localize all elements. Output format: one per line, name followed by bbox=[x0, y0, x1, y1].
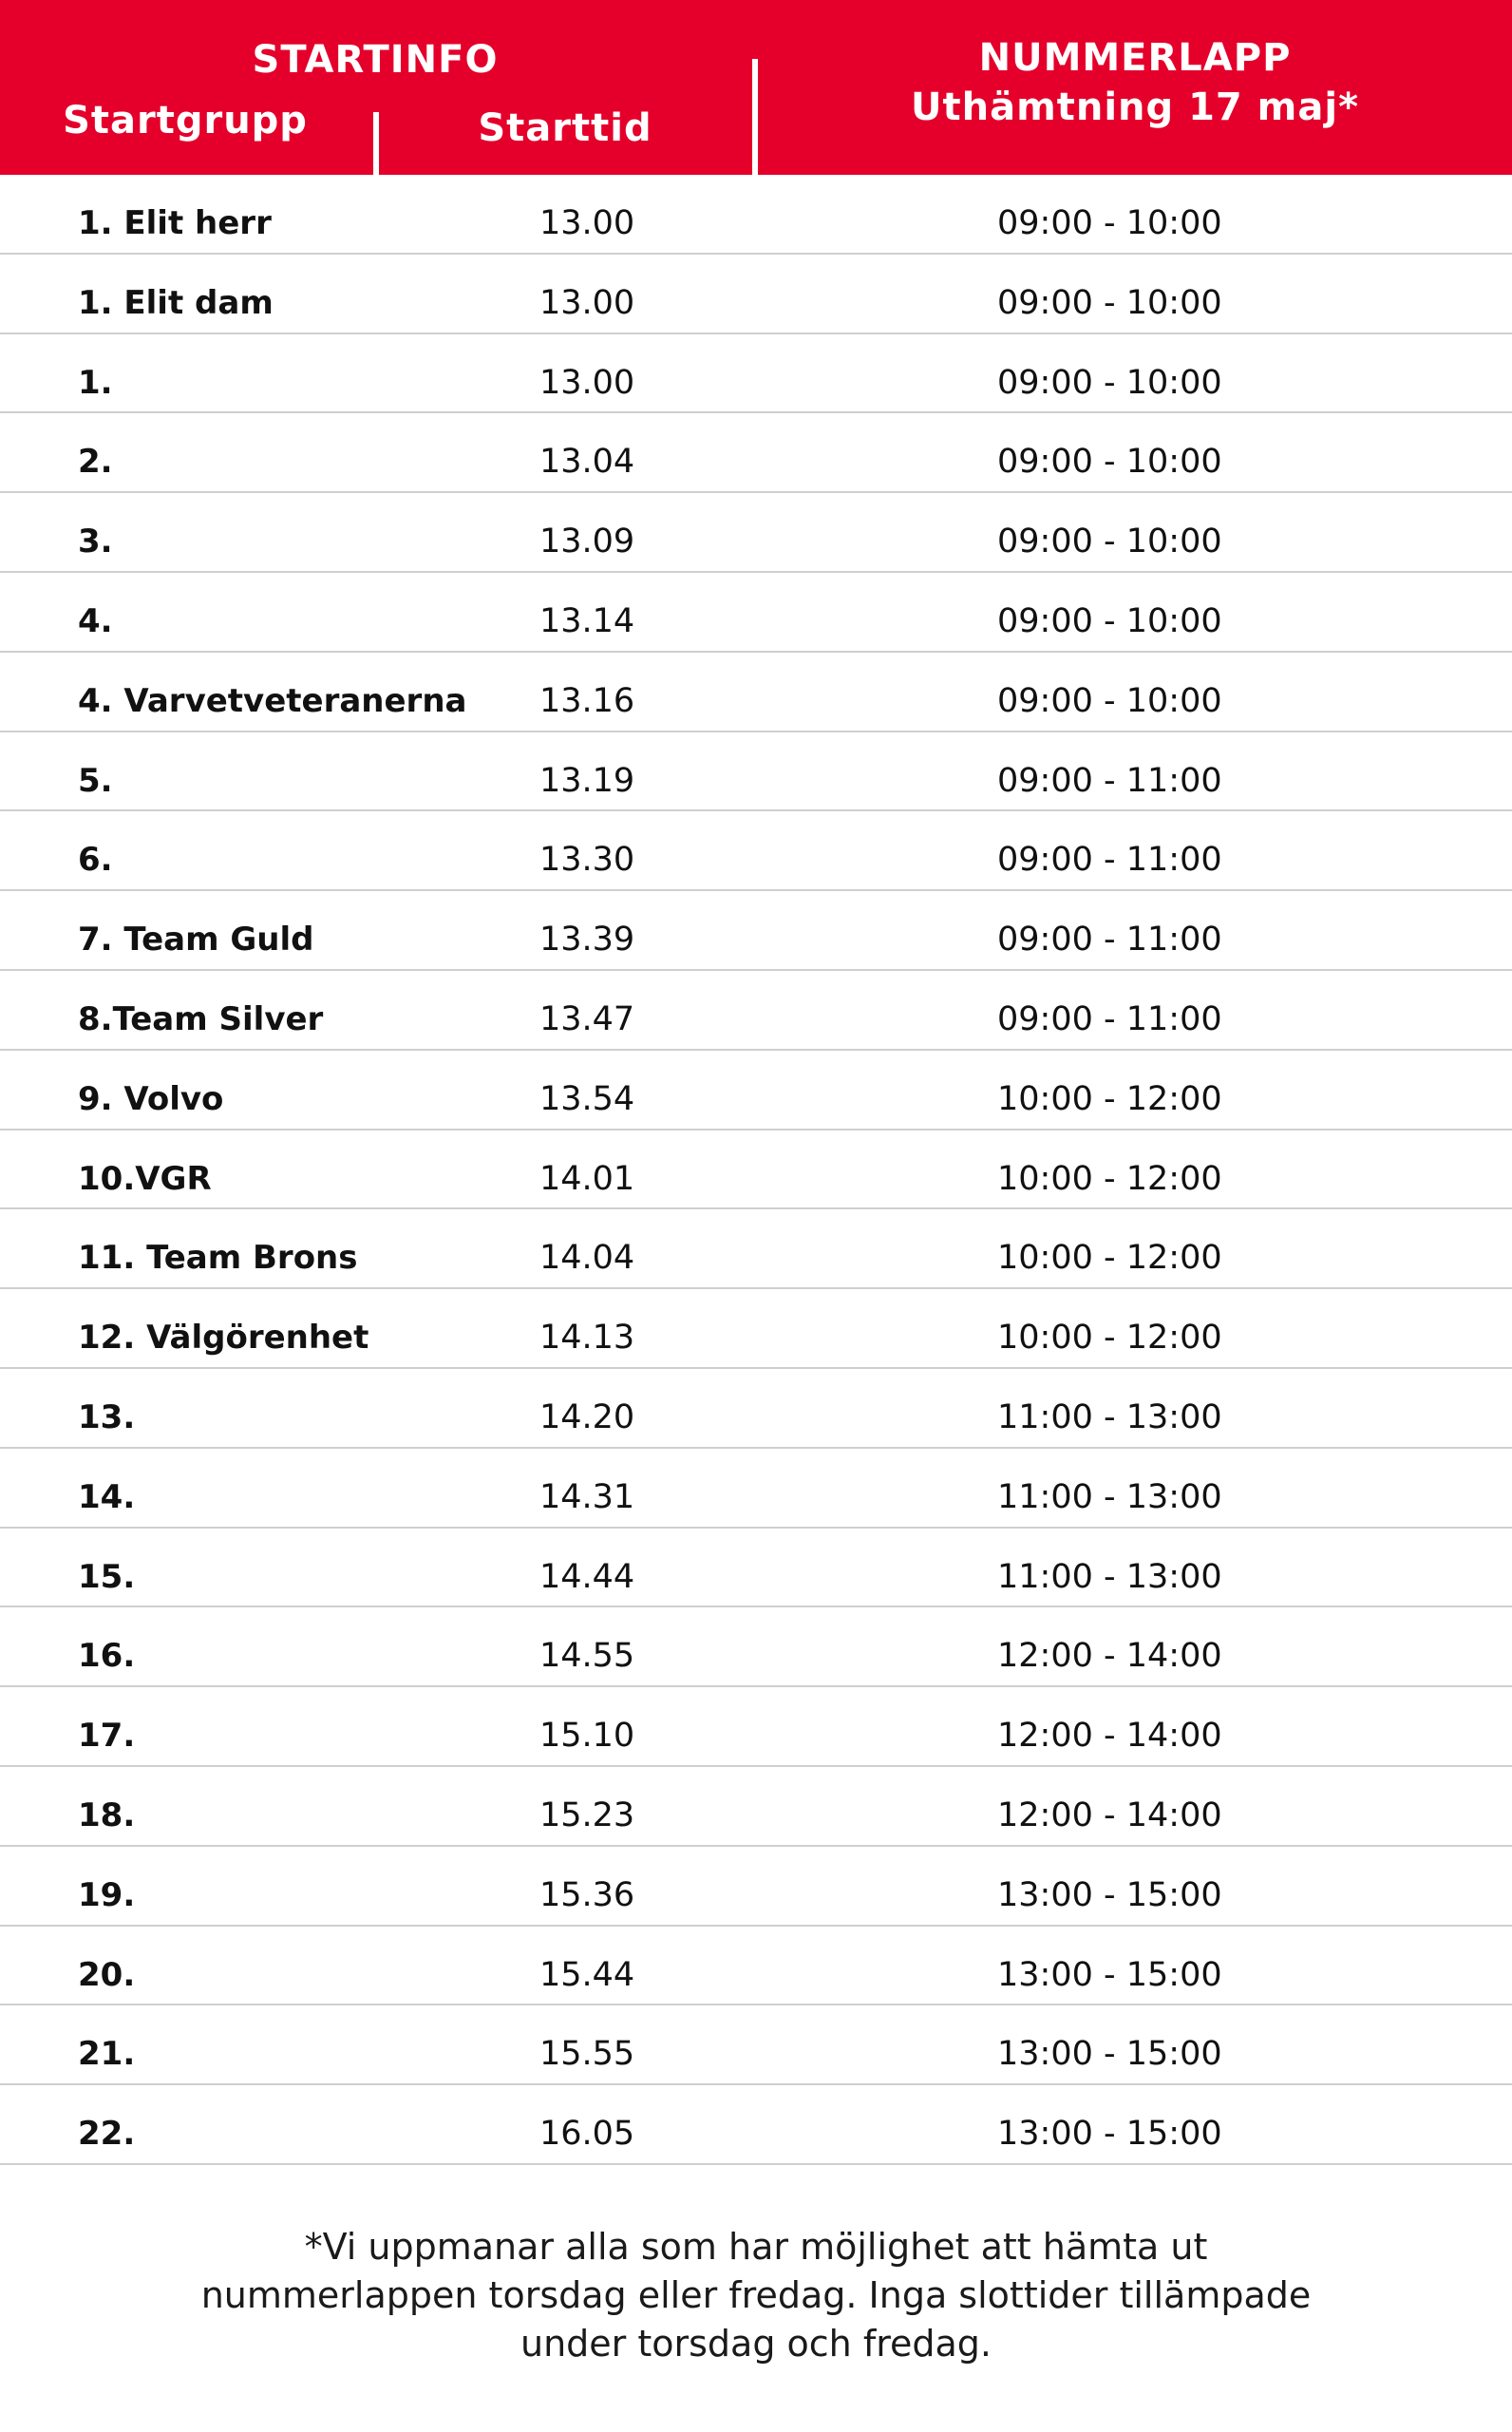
start-time-cell: 14.44 bbox=[539, 1557, 635, 1596]
start-time-cell: 14.13 bbox=[539, 1319, 635, 1358]
table-row bbox=[0, 653, 1512, 732]
start-time-cell: 13.47 bbox=[539, 999, 635, 1038]
start-group-cell: 20. bbox=[78, 1955, 136, 1994]
table-row bbox=[0, 1130, 1512, 1210]
start-group-cell: 5. bbox=[78, 761, 113, 800]
table-row bbox=[0, 1607, 1512, 1687]
pickup-time-cell: 09:00 - 10:00 bbox=[997, 443, 1222, 482]
start-time-cell: 15.36 bbox=[539, 1875, 635, 1914]
footnote-line: under torsdag och fredag. bbox=[520, 2323, 992, 2365]
pickup-time-cell: 09:00 - 10:00 bbox=[997, 522, 1222, 561]
table-row bbox=[0, 175, 1512, 255]
start-group-cell: 4. bbox=[78, 601, 113, 640]
table-row bbox=[0, 1687, 1512, 1767]
pickup-time-cell: 10:00 - 12:00 bbox=[997, 1079, 1222, 1118]
pickup-time-cell: 09:00 - 10:00 bbox=[997, 363, 1222, 402]
start-group-cell: 14. bbox=[78, 1477, 136, 1516]
start-time-cell: 13.54 bbox=[539, 1079, 635, 1118]
start-time-cell: 14.31 bbox=[539, 1477, 635, 1516]
pickup-time-cell: 13:00 - 15:00 bbox=[997, 2115, 1222, 2154]
table-row bbox=[0, 493, 1512, 573]
start-time-cell: 14.04 bbox=[539, 1239, 635, 1278]
start-time-cell: 13.00 bbox=[539, 363, 635, 402]
start-time-cell: 13.16 bbox=[539, 681, 635, 720]
start-time-cell: 13.39 bbox=[539, 921, 635, 960]
start-time-cell: 13.30 bbox=[539, 841, 635, 880]
start-group-cell: 2. bbox=[78, 443, 113, 482]
pickup-time-cell: 10:00 - 12:00 bbox=[997, 1239, 1222, 1278]
start-group-cell: 22. bbox=[78, 2115, 136, 2154]
table-row bbox=[0, 255, 1512, 334]
pickup-time-cell: 09:00 - 10:00 bbox=[997, 681, 1222, 720]
table-row bbox=[0, 1449, 1512, 1529]
table-row bbox=[0, 1369, 1512, 1449]
start-group-cell: 1. Elit dam bbox=[78, 283, 274, 322]
schedule-table bbox=[0, 175, 1512, 2165]
footnote bbox=[95, 2223, 1417, 2368]
start-time-cell: 15.55 bbox=[539, 2035, 635, 2074]
table-row bbox=[0, 732, 1512, 812]
table-row bbox=[0, 2085, 1512, 2165]
table-row bbox=[0, 971, 1512, 1051]
start-time-cell: 15.44 bbox=[539, 1955, 635, 1994]
start-group-cell: 19. bbox=[78, 1875, 136, 1914]
start-time-cell: 14.01 bbox=[539, 1159, 635, 1198]
start-group-cell: 8.Team Silver bbox=[78, 999, 324, 1038]
start-group-cell: 1. Elit herr bbox=[78, 204, 272, 242]
table-header bbox=[0, 0, 1512, 175]
table-row bbox=[0, 811, 1512, 891]
starttid-column-header: Starttid bbox=[478, 106, 652, 150]
start-time-cell: 13.09 bbox=[539, 522, 635, 561]
pickup-time-cell: 09:00 - 10:00 bbox=[997, 601, 1222, 640]
table-row bbox=[0, 891, 1512, 971]
pickup-time-cell: 09:00 - 10:00 bbox=[997, 204, 1222, 242]
nummerlapp-heading: NUMMERLAPP bbox=[978, 36, 1292, 80]
start-group-cell: 12. Välgörenhet bbox=[78, 1319, 369, 1358]
start-group-cell: 13. bbox=[78, 1397, 136, 1436]
pickup-time-cell: 11:00 - 13:00 bbox=[997, 1557, 1222, 1596]
pickup-time-cell: 10:00 - 12:00 bbox=[997, 1159, 1222, 1198]
table-row bbox=[0, 1209, 1512, 1289]
start-time-cell: 14.20 bbox=[539, 1397, 635, 1436]
table-row bbox=[0, 334, 1512, 414]
start-time-cell: 16.05 bbox=[539, 2115, 635, 2154]
start-group-cell: 9. Volvo bbox=[78, 1079, 224, 1118]
footnote-line: *Vi uppmanar alla som har möjlighet att hämta ut bbox=[304, 2226, 1208, 2268]
start-time-cell: 13.04 bbox=[539, 443, 635, 482]
start-group-cell: 4. Varvetveteranerna bbox=[78, 681, 467, 720]
table-row bbox=[0, 1847, 1512, 1927]
pickup-time-cell: 13:00 - 15:00 bbox=[997, 2035, 1222, 2074]
pickup-time-cell: 09:00 - 11:00 bbox=[997, 921, 1222, 960]
table-row bbox=[0, 2005, 1512, 2085]
pickup-time-cell: 12:00 - 14:00 bbox=[997, 1796, 1222, 1834]
pickup-time-cell: 09:00 - 11:00 bbox=[997, 841, 1222, 880]
start-time-cell: 13.00 bbox=[539, 283, 635, 322]
startinfo-heading: STARTINFO bbox=[252, 38, 499, 82]
pickup-time-cell: 09:00 - 11:00 bbox=[997, 999, 1222, 1038]
pickup-time-cell: 10:00 - 12:00 bbox=[997, 1319, 1222, 1358]
start-time-cell: 15.10 bbox=[539, 1717, 635, 1756]
uthamtning-column-header: Uthämtning 17 maj* bbox=[911, 86, 1359, 129]
table-row bbox=[0, 1289, 1512, 1369]
pickup-time-cell: 12:00 - 14:00 bbox=[997, 1637, 1222, 1676]
table-row bbox=[0, 573, 1512, 653]
pickup-time-cell: 13:00 - 15:00 bbox=[997, 1875, 1222, 1914]
start-group-cell: 6. bbox=[78, 841, 113, 880]
start-group-cell: 21. bbox=[78, 2035, 136, 2074]
footnote-line: nummerlappen torsdag eller fredag. Inga slottider tillämpade bbox=[200, 2274, 1312, 2316]
start-time-cell: 13.19 bbox=[539, 761, 635, 800]
start-group-cell: 1. bbox=[78, 363, 113, 402]
pickup-time-cell: 11:00 - 13:00 bbox=[997, 1477, 1222, 1516]
start-time-cell: 14.55 bbox=[539, 1637, 635, 1676]
pickup-time-cell: 11:00 - 13:00 bbox=[997, 1397, 1222, 1436]
start-time-cell: 15.23 bbox=[539, 1796, 635, 1834]
start-group-cell: 16. bbox=[78, 1637, 136, 1676]
table-row bbox=[0, 1927, 1512, 2006]
startgrupp-column-header: Startgrupp bbox=[63, 99, 308, 142]
start-group-cell: 3. bbox=[78, 522, 113, 561]
start-group-cell: 15. bbox=[78, 1557, 136, 1596]
pickup-time-cell: 09:00 - 10:00 bbox=[997, 283, 1222, 322]
start-time-cell: 13.14 bbox=[539, 601, 635, 640]
start-group-cell: 7. Team Guld bbox=[78, 921, 314, 960]
start-group-cell: 18. bbox=[78, 1796, 136, 1834]
section-divider bbox=[752, 59, 758, 175]
table-row bbox=[0, 1767, 1512, 1847]
pickup-time-cell: 09:00 - 11:00 bbox=[997, 761, 1222, 800]
start-time-cell: 13.00 bbox=[539, 204, 635, 242]
pickup-time-cell: 12:00 - 14:00 bbox=[997, 1717, 1222, 1756]
table-row bbox=[0, 1529, 1512, 1608]
table-row bbox=[0, 413, 1512, 493]
column-divider bbox=[373, 112, 379, 175]
table-row bbox=[0, 1051, 1512, 1130]
pickup-time-cell: 13:00 - 15:00 bbox=[997, 1955, 1222, 1994]
start-group-cell: 17. bbox=[78, 1717, 136, 1756]
start-group-cell: 11. Team Brons bbox=[78, 1239, 358, 1278]
start-group-cell: 10.VGR bbox=[78, 1159, 212, 1198]
